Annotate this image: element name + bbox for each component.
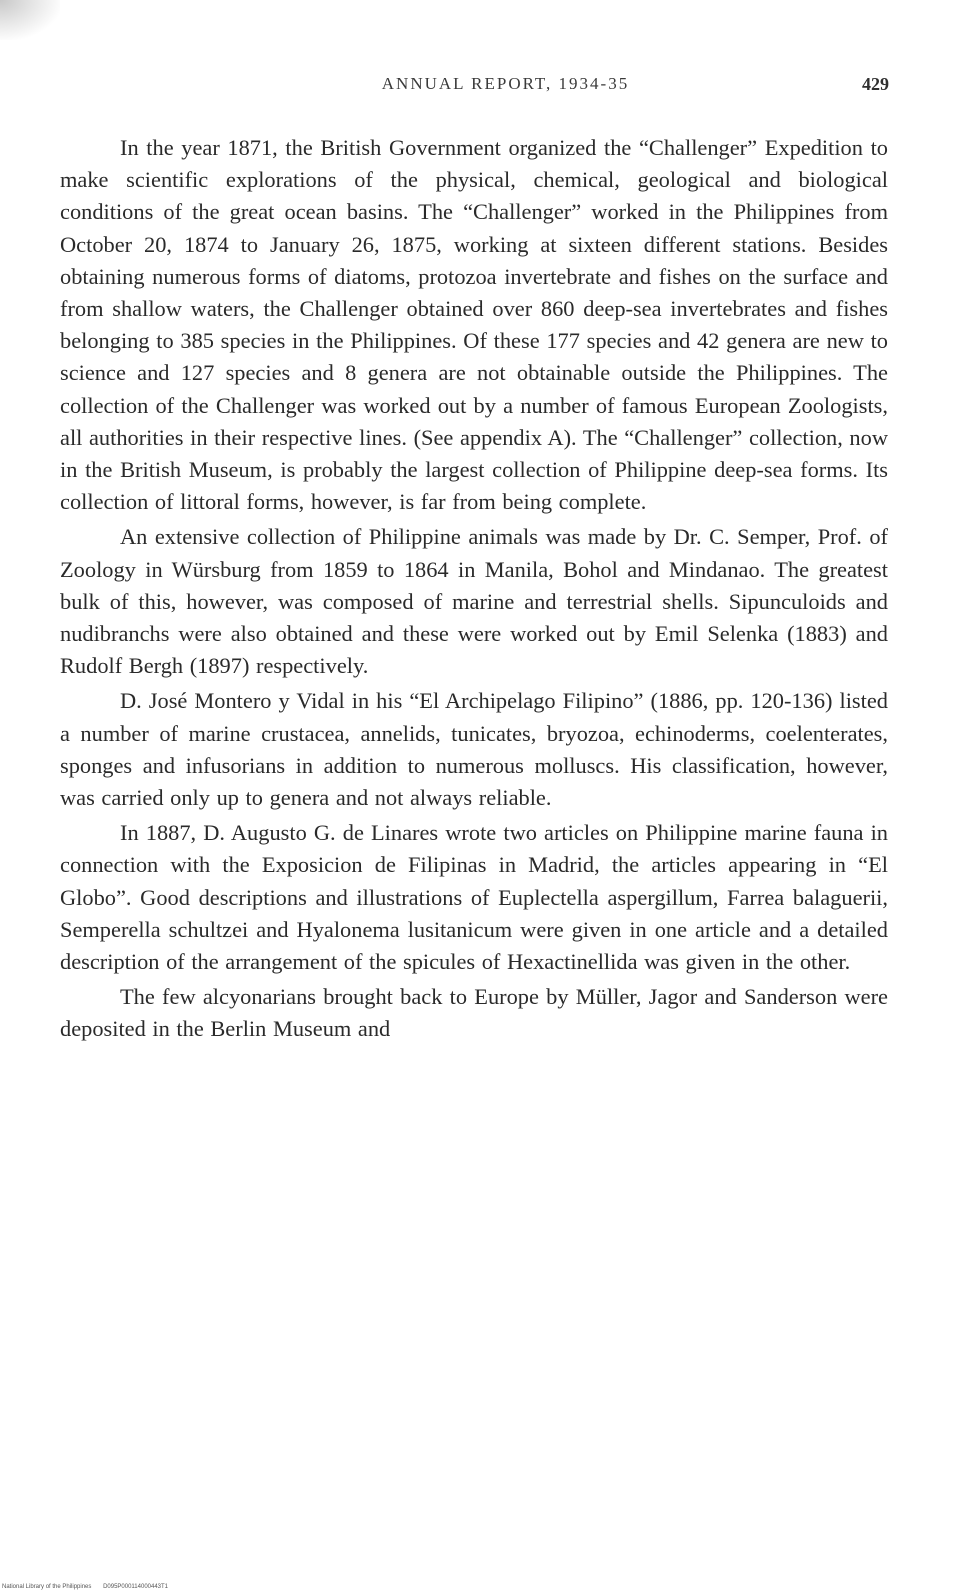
footer-credit [2, 1584, 178, 1590]
paragraph-linares-articles: In 1887, D. Augusto G. de Linares wrote two articles on Philippine marine fauna in connection with the Exposicion de Filipinas in Madrid, the articles appearing in “El Globo”. Good descriptions and illustrations of Euplectella aspergillum, Farrea balaguerii, Semperella schultzei and Hyalonema lusitanicum were given in one article and a detailed description of the arrangement of the spicules of Hexactinellida was given in the other. [60, 820, 888, 975]
paragraph-montero-y-vidal: D. José Montero y Vidal in his “El Archipelago Filipino” (1886, pp. 120-136) listed a number of marine crustacea, annelids, tunicates, bryozoa, echinoderms, coelenterates, sponges and infusorians in addition to numerous molluscs. His classification, however, was carried only up to genera and not always reliable. [60, 688, 888, 811]
scan-corner-shadow [0, 0, 60, 40]
paragraph-alcyonarians: The few alcyonarians brought back to Europe by Müller, Jagor and Sanderson were deposited in the Berlin Museum and [60, 984, 888, 1042]
paragraph-semper-collection: An extensive collection of Philippine animals was made by Dr. C. Semper, Prof. of Zoology in Würsburg from 1859 to 1864 in Manila, Bohol and Mindanao. The greatest bulk of this, however, was composed of marine and terrestrial shells. Sipunculoids and nudibranchs were also obtained and these were worked out by Emil Selenka (1883) and Rudolf Bergh (1897) respectively. [60, 524, 888, 679]
page-number: 429 [862, 74, 889, 94]
paragraph-challenger-expedition: In the year 1871, the British Government organized the “Challenger” Expedition to make scientific explorations of the physical, chemical, geological and biological conditions of the great ocean basins. The “Challenger” worked in the Philippines from October 20, 1874 to January 26, 1875, working at sixteen different stations. Besides obtaining numerous forms of diatoms, protozoa invertebrate and fishes on the surface and from shallow waters, the Challenger obtained over 860 deep-sea invertebrates and fishes belonging to 385 species in the Philippines. Of these 177 species and 42 genera are new to science and 127 species and 8 genera are not obtainable outside the Philippines. The collection of the Challenger was worked out by a number of famous European Zoologists, all authorities in their respective lines. (See appendix A). The “Challenger” collection, now in the British Museum, is probably the largest collection of Philippine deep-sea forms. Its collection of littoral forms, however, is far from being complete. [60, 135, 888, 515]
footer-code: D095P000114000443T1 [103, 1584, 169, 1590]
running-header [122, 74, 889, 102]
footer-library: National Library of the Philippines [2, 1584, 92, 1590]
page-header-title: ANNUAL REPORT, 1934-35 [381, 74, 630, 93]
body-text [60, 132, 888, 1049]
